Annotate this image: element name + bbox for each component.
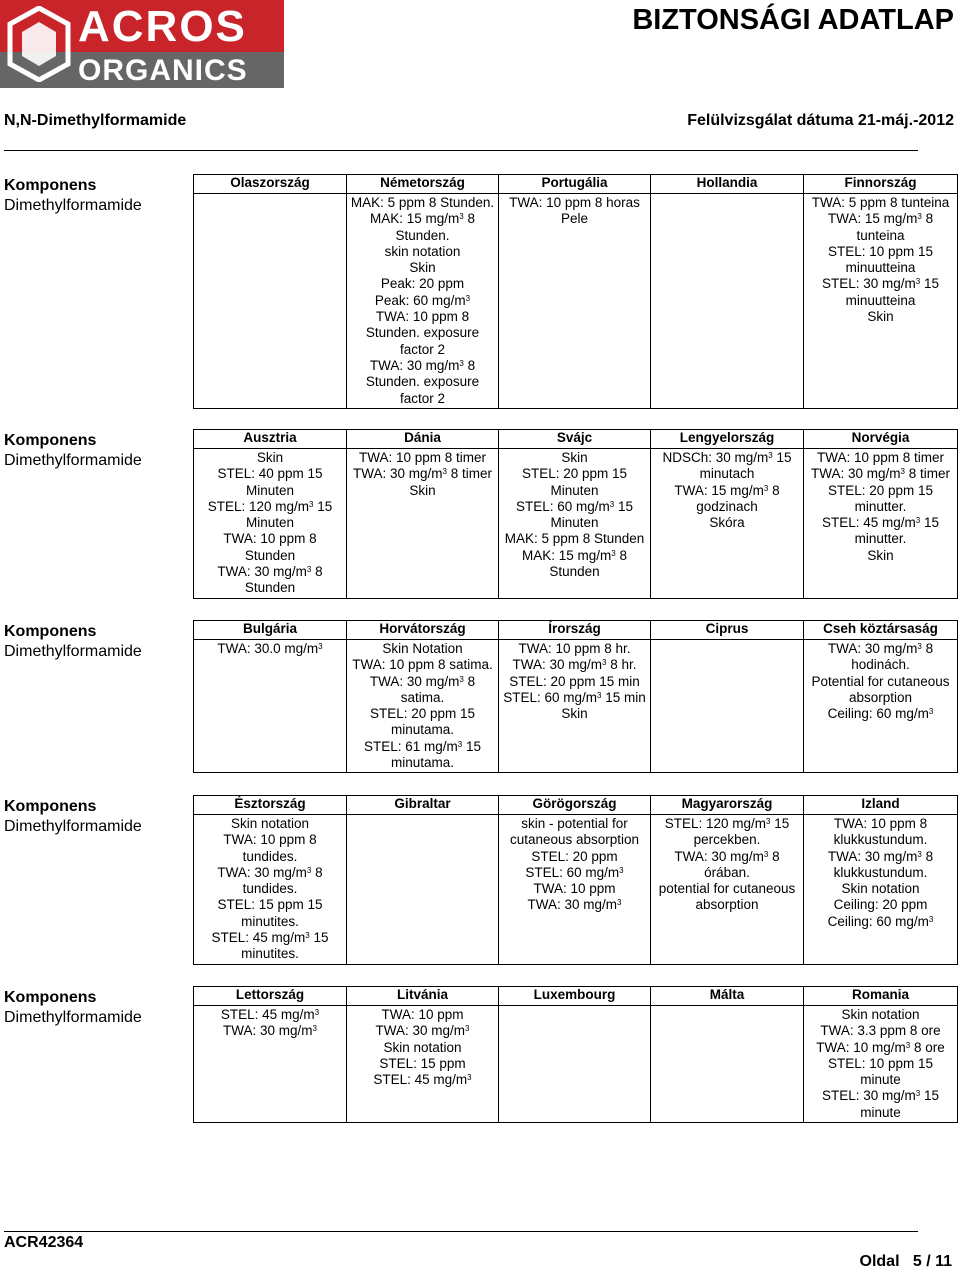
limit-line: TWA: 5 ppm 8 tunteina	[811, 195, 950, 210]
limit-line: TWA: 30 $mg/m^3$ 8 timer	[811, 466, 950, 482]
limit-line: minuutteina	[845, 260, 916, 276]
component-label: Komponens	[4, 623, 97, 640]
limit-line: Ceiling: 60 $mg/m^3$	[827, 913, 934, 929]
country-header: Litvánia	[347, 987, 499, 1006]
country-header: Lettország	[194, 987, 347, 1006]
document-code: ACR42364	[4, 1234, 84, 1251]
country-header-row	[194, 430, 958, 449]
limit-line: TWA: 10 ppm 8 timer	[358, 450, 487, 465]
limit-line: Skin	[867, 547, 894, 563]
limit-line: STEL: 60 $mg/m^3$ 15	[515, 498, 634, 514]
exposure-limits-table	[193, 620, 958, 773]
limits-row	[194, 815, 958, 965]
component-block-3	[4, 622, 142, 662]
limit-line: skin notation	[384, 243, 461, 259]
limits-cell	[651, 1006, 804, 1123]
limits-cell	[499, 1006, 651, 1123]
limit-line: Ceiling: 20 ppm	[833, 897, 928, 913]
limit-line: Minuten	[550, 482, 599, 498]
country-header: Bulgária	[194, 621, 347, 640]
limit-line: STEL: 15 ppm 15	[217, 897, 323, 913]
component-name: Dimethylformamide	[4, 643, 142, 660]
limits-cell	[194, 1006, 347, 1123]
limit-line: STEL: 15 ppm	[379, 1055, 466, 1071]
limit-line: Skin	[256, 450, 284, 465]
header-divider	[4, 150, 918, 151]
country-header: Németország	[347, 175, 499, 194]
country-header-row	[194, 175, 958, 194]
country-header: Portugália	[499, 175, 651, 194]
country-header: Észtország	[194, 796, 347, 815]
country-header: Romania	[804, 987, 958, 1006]
limit-line: MAK: 5 ppm 8 Stunden	[504, 531, 645, 547]
limit-line: minutter.	[854, 531, 907, 547]
limit-line: STEL: 60 $mg/m^3$ 15 min	[503, 689, 646, 705]
limits-cell	[651, 815, 804, 965]
country-header: Olaszország	[194, 175, 347, 194]
limit-line: Peak: 20 ppm	[380, 276, 465, 292]
exposure-limits-table	[193, 174, 958, 409]
limits-cell	[499, 194, 651, 409]
limit-line: TWA: 10 ppm 8 horas	[509, 195, 640, 210]
limit-line: Skin	[561, 706, 588, 722]
limit-line: TWA: 30 $mg/m^3$ 8	[369, 357, 476, 373]
limits-cell	[194, 194, 347, 409]
limit-line: TWA: 30 $mg/m^3$ 8	[217, 864, 323, 880]
limit-line: TWA: 30 $mg/m^3$ 8	[674, 848, 780, 864]
limit-line: MAK: 5 ppm 8 Stunden.	[350, 195, 495, 210]
revision-date: Felülvizsgálat dátuma 21-máj.-2012	[687, 112, 954, 129]
limit-line: Stunden.	[395, 227, 450, 243]
limit-line: TWA: 10 ppm 8	[375, 309, 470, 325]
limit-line: TWA: 30 $mg/m^3$ 8	[217, 564, 323, 580]
limit-line: minute	[860, 1104, 901, 1120]
country-header-row	[194, 987, 958, 1006]
limit-line: STEL: 120 $mg/m^3$ 15	[207, 498, 333, 514]
limits-cell	[194, 640, 347, 773]
limit-line: STEL: 10 ppm 15	[827, 1055, 934, 1071]
limit-line: Skin notation	[230, 816, 310, 831]
page-number: Oldal 5 / 11	[859, 1253, 952, 1270]
limits-row	[194, 449, 958, 599]
limit-line: TWA: 30 $mg/m^3$ 8	[827, 848, 934, 864]
limits-cell	[804, 194, 958, 409]
country-header: Ciprus	[651, 621, 804, 640]
acros-organics-logo	[0, 0, 284, 88]
exposure-limits-table	[193, 795, 958, 965]
logo-text-organics: ORGANICS	[78, 54, 248, 87]
limit-line: tunteina	[856, 227, 905, 243]
limit-line: absorption	[848, 689, 913, 705]
limits-cell	[499, 449, 651, 599]
limit-line: godzinach	[696, 498, 758, 514]
country-header: Cseh köztársaság	[804, 621, 958, 640]
limit-line: STEL: 20 ppm 15	[369, 706, 476, 722]
component-label: Komponens	[4, 432, 97, 449]
limit-line: STEL: 10 ppm 15	[827, 243, 934, 259]
country-header: Magyarország	[651, 796, 804, 815]
limit-line: Pele	[560, 211, 589, 227]
limits-cell	[651, 194, 804, 409]
limit-line: minutites.	[241, 913, 299, 929]
limit-line: Skin notation	[841, 1007, 920, 1022]
component-block-2	[4, 431, 142, 471]
limit-line: minutama.	[390, 722, 455, 738]
country-header: Svájc	[499, 430, 651, 449]
limit-line: STEL: 45 $mg/m^3$ 15	[821, 515, 940, 531]
exposure-limits-table	[193, 986, 958, 1123]
limit-line: NDSCh: 30 $mg/m^3$ 15	[662, 450, 792, 465]
limit-line: Stunden. exposure	[365, 325, 480, 341]
country-header: Gibraltar	[347, 796, 499, 815]
limit-line: TWA: 30 $mg/m^3$ 8	[369, 673, 476, 689]
limit-line: TWA: 30 $mg/m^3$ 8	[827, 641, 934, 656]
limit-line: Ceiling: 60 $mg/m^3$	[827, 706, 934, 722]
country-header-row	[194, 621, 958, 640]
country-header: Izland	[804, 796, 958, 815]
limits-cell	[804, 1006, 958, 1123]
limit-line: Stunden. exposure	[365, 374, 480, 390]
limits-cell	[347, 640, 499, 773]
limits-cell	[804, 815, 958, 965]
limit-line: potential for cutaneous	[658, 881, 796, 897]
country-header: Ausztria	[194, 430, 347, 449]
limit-line: minute	[860, 1072, 901, 1088]
limit-line: Stunden	[244, 547, 296, 563]
limits-cell	[347, 1006, 499, 1123]
limit-line: TWA: 3.3 ppm 8 ore	[820, 1023, 941, 1039]
limit-line: TWA: 15 $mg/m^3$ 8	[827, 211, 934, 227]
limit-line: Minuten	[245, 482, 295, 498]
limit-line: TWA: 10 ppm	[533, 881, 616, 897]
country-header: Horvátország	[347, 621, 499, 640]
country-header: Görögország	[499, 796, 651, 815]
document-title: BIZTONSÁGI ADATLAP	[632, 4, 954, 36]
limit-line: cutaneous absorption	[509, 832, 640, 848]
limit-line: TWA: 10 ppm 8 satima.	[352, 657, 493, 673]
limit-line: TWA: 10 ppm 8	[833, 816, 928, 831]
footer-divider	[4, 1231, 918, 1232]
limits-row	[194, 194, 958, 409]
limit-line: STEL: 60 $mg/m^3$	[525, 864, 624, 880]
limit-line: TWA: 30 $mg/m^3$ 8 timer	[353, 466, 492, 482]
limit-line: Skin	[561, 450, 588, 465]
limit-line: STEL: 30 $mg/m^3$ 15	[821, 276, 940, 292]
hexagon-logo-icon	[6, 6, 72, 82]
country-header: Finnország	[804, 175, 958, 194]
limits-cell	[804, 640, 958, 773]
limit-line: STEL: 20 ppm 15	[521, 466, 628, 482]
limit-line: TWA: 30 $mg/m^3$	[527, 897, 622, 913]
limits-cell	[347, 194, 499, 409]
limit-line: TWA: 10 ppm 8 hr.	[518, 641, 631, 656]
limit-line: Stunden	[244, 580, 296, 596]
component-block-5	[4, 988, 142, 1028]
exposure-limits-table	[193, 429, 958, 599]
limits-cell	[347, 815, 499, 965]
limit-line: skin - potential for	[521, 816, 628, 831]
limit-line: Skin Notation	[382, 641, 463, 656]
limit-line: minutama.	[390, 755, 455, 771]
limit-line: Skóra	[709, 515, 745, 531]
component-label: Komponens	[4, 177, 97, 194]
limit-line: factor 2	[399, 341, 446, 357]
limit-line: STEL: 120 $mg/m^3$ 15	[664, 816, 790, 831]
limit-line: Minuten	[245, 515, 295, 531]
limit-line: tundides.	[242, 881, 298, 897]
limit-line: TWA: 30 $mg/m^3$	[223, 1023, 317, 1039]
component-name: Dimethylformamide	[4, 818, 142, 835]
country-header: Írország	[499, 621, 651, 640]
country-header-row	[194, 796, 958, 815]
limits-row	[194, 640, 958, 773]
country-header: Hollandia	[651, 175, 804, 194]
limit-line: TWA: 30 $mg/m^3$ 8 hr.	[512, 657, 637, 673]
country-header: Luxembourg	[499, 987, 651, 1006]
limit-line: STEL: 30 $mg/m^3$ 15	[821, 1088, 940, 1104]
country-header: Norvégia	[804, 430, 958, 449]
limit-line: Skin notation	[841, 881, 920, 897]
limits-cell	[194, 449, 347, 599]
limit-line: klukkustundum.	[833, 832, 928, 848]
limit-line: STEL: 45 $mg/m^3$ 15	[211, 930, 329, 946]
limit-line: STEL: 20 ppm 15	[827, 482, 934, 498]
limit-line: absorption	[695, 897, 759, 913]
limit-line: STEL: 20 ppm 15 min	[509, 673, 640, 689]
limit-line: MAK: 15 $mg/m^3$ 8	[522, 547, 627, 563]
component-name: Dimethylformamide	[4, 197, 142, 214]
country-header: Dánia	[347, 430, 499, 449]
limits-cell	[651, 640, 804, 773]
limit-line: MAK: 15 $mg/m^3$ 8	[370, 211, 475, 227]
limit-line: TWA: 10 $mg/m^3$ 8 ore	[816, 1039, 945, 1055]
limit-line: klukkustundum.	[833, 864, 928, 880]
limits-cell	[499, 640, 651, 773]
limit-line: TWA: 10 ppm 8	[223, 531, 317, 547]
limit-line: STEL: 61 $mg/m^3$ 15	[363, 738, 482, 754]
substance-name: N,N-Dimethylformamide	[4, 112, 187, 129]
limit-line: Minuten	[550, 515, 599, 531]
country-header: Málta	[651, 987, 804, 1006]
limit-line: satima.	[400, 689, 445, 705]
component-label: Komponens	[4, 989, 97, 1006]
limit-line: TWA: 10 ppm 8	[223, 832, 317, 848]
limit-line: hodinách.	[851, 657, 910, 673]
limit-line: TWA: 30.0 $mg/m^3$	[217, 641, 323, 656]
limit-line: TWA: 15 $mg/m^3$ 8	[674, 482, 780, 498]
limit-line: Peak: 60 $mg/m^3$	[374, 292, 471, 308]
limit-line: STEL: 45 $mg/m^3$	[373, 1072, 472, 1088]
limit-line: TWA: 10 ppm	[381, 1007, 464, 1022]
limit-line: minutter.	[854, 498, 907, 514]
limit-line: tundides.	[242, 848, 298, 864]
limit-line: Skin	[867, 309, 894, 325]
limit-line: Skin	[409, 482, 436, 498]
limit-line: percekben.	[693, 832, 761, 848]
limits-cell	[499, 815, 651, 965]
limit-line: minutach	[699, 466, 755, 482]
component-label: Komponens	[4, 798, 97, 815]
limit-line: STEL: 20 ppm	[531, 848, 618, 864]
limit-line: minutites.	[241, 946, 299, 962]
limits-cell	[651, 449, 804, 599]
limit-line: STEL: 40 ppm 15	[217, 466, 323, 482]
component-name: Dimethylformamide	[4, 452, 142, 469]
limit-line: Skin	[409, 260, 436, 276]
limits-cell	[194, 815, 347, 965]
limit-line: factor 2	[399, 390, 446, 406]
component-block-1	[4, 176, 142, 216]
limit-line: minuutteina	[845, 292, 916, 308]
logo-text-acros: ACROS	[78, 2, 247, 51]
limit-line: Stunden	[549, 564, 600, 580]
limit-line: STEL: 45 $mg/m^3$	[220, 1007, 320, 1022]
limits-cell	[804, 449, 958, 599]
limit-line: Skin notation	[383, 1039, 462, 1055]
limit-line: TWA: 10 ppm 8 timer	[816, 450, 945, 465]
limit-line: órában.	[704, 864, 750, 880]
component-name: Dimethylformamide	[4, 1009, 142, 1026]
limit-line: TWA: 30 $mg/m^3$	[375, 1023, 470, 1039]
limits-row	[194, 1006, 958, 1123]
country-header: Lengyelország	[651, 430, 804, 449]
limit-line: Potential for cutaneous	[811, 673, 950, 689]
component-block-4	[4, 797, 142, 837]
limits-cell	[347, 449, 499, 599]
